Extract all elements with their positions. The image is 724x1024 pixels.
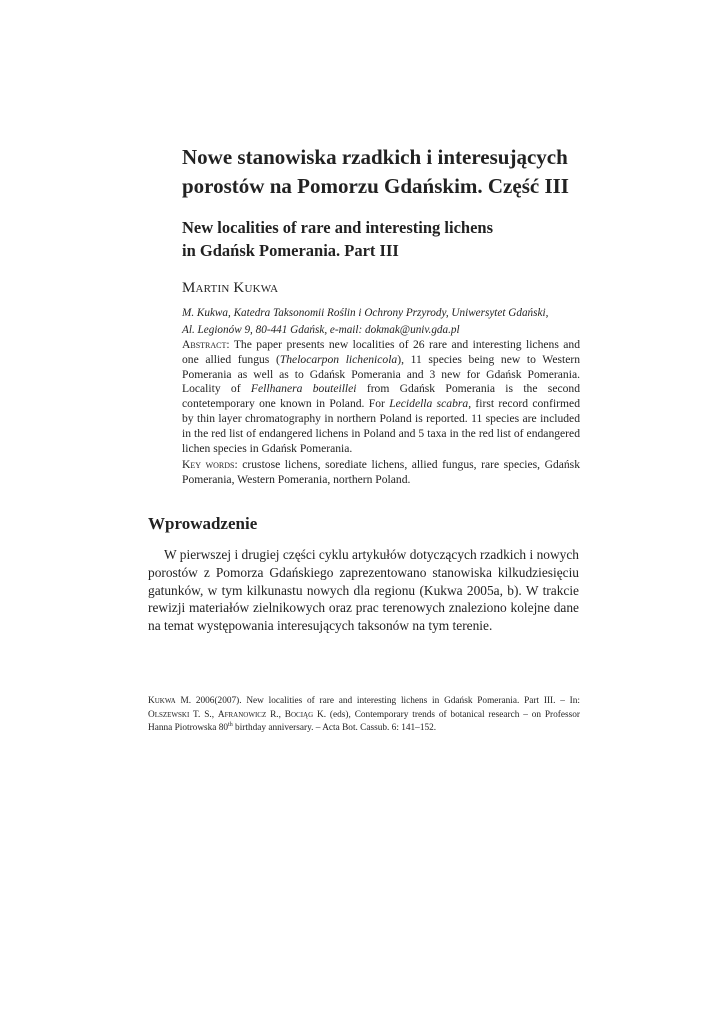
citation-text-4: K. (eds), Contemporary trends of botanical research – on Professor Hanna Piotrowska 80 xyxy=(148,709,581,733)
affiliation-line2: Al. Legionów 9, 80-441 Gdańsk, e-mail: dokmak@univ.gda.pl xyxy=(182,323,460,336)
title-english-line1: New localities of rare and interesting lichens xyxy=(182,218,494,237)
author-text: Martin Kukwa xyxy=(182,280,279,296)
author-affiliation xyxy=(182,305,582,338)
keywords xyxy=(182,458,580,488)
citation-editor-2: Afranowicz xyxy=(217,709,267,720)
citation-superscript: th xyxy=(228,721,233,728)
body-paragraph: W pierwszej i drugiej części cyklu artykułów dotyczących rzadkich i nowych porostów z Pomorza Gdańskiego zaprezentowano stanowiska kilkudziesięciu gatunków, w tym kilkunastu nowych dla regionu (Kukwa 2005a, b). W trakcie rewizji materiałów zielnikowych oraz prac terenowych znaleziono kolejne dane na temat występowania interesujących taksonów na tym terenie. xyxy=(148,547,579,634)
title-polish-line1: Nowe stanowiska rzadkich i interesujących xyxy=(182,145,568,169)
abstract-text-2: ), 11 species being new to Western Pomerania as well as to Gdańsk Pomerania and 3 new for Gdańsk Pomerania. Locality of xyxy=(182,352,580,396)
abstract xyxy=(182,338,580,456)
author-name xyxy=(182,280,278,297)
citation-editor-3: Bociąg xyxy=(284,709,314,720)
citation-author: Kukwa xyxy=(148,696,176,706)
title-polish-line2: porostów na Pomorzu Gdańskim. Część III xyxy=(182,174,569,198)
citation-text-2: T. S., xyxy=(189,709,218,720)
citation-text-3: R., xyxy=(266,709,285,720)
abstract-label: Abstract xyxy=(182,338,227,351)
title-english xyxy=(182,216,602,262)
abstract-taxon-3: Lecidella scabra xyxy=(389,397,469,411)
abstract-text-3: from Gdańsk Pomerania is the second contetemporary one known in Poland. For xyxy=(182,382,580,411)
abstract-text-1: : The paper presents new localities of 26 rare and interesting lichens and one allied fungus ( xyxy=(182,338,580,366)
title-english-line2: in Gdańsk Pomerania. Part III xyxy=(182,241,399,260)
abstract-text-4: , first record confirmed by thin layer chromatography in northern Poland is reported. 11 species are included in the red list of endangered lichens in Poland and 5 taxa in the red list of endangered lichen species in Gdańsk Pomerania. xyxy=(182,397,580,455)
citation-editor-1: Olszewski xyxy=(148,709,190,720)
section-heading: Wprowadzenie xyxy=(148,514,258,533)
citation-text-5: birthday anniversary. – Acta Bot. Cassub. 6: 141–152. xyxy=(232,723,437,733)
keywords-text: : crustose lichens, sorediate lichens, allied fungus, rare species, Gdańsk Pomerania, Western Pomerania, northern Poland. xyxy=(182,458,580,486)
title-polish xyxy=(182,143,622,201)
abstract-taxon-1: Thelocarpon lichenicola xyxy=(279,352,398,366)
abstract-taxon-2: Fellhanera bouteillei xyxy=(250,382,357,396)
citation-text-1: M. 2006(2007). New localities of rare and interesting lichens in Gdańsk Pomerania. Part III. – In: xyxy=(175,696,580,706)
keywords-label: Key words xyxy=(182,458,235,471)
affiliation-line1: M. Kukwa, Katedra Taksonomii Roślin i Ochrony Przyrody, Uniwersytet Gdański, xyxy=(182,307,549,319)
citation-footnote xyxy=(148,695,580,736)
